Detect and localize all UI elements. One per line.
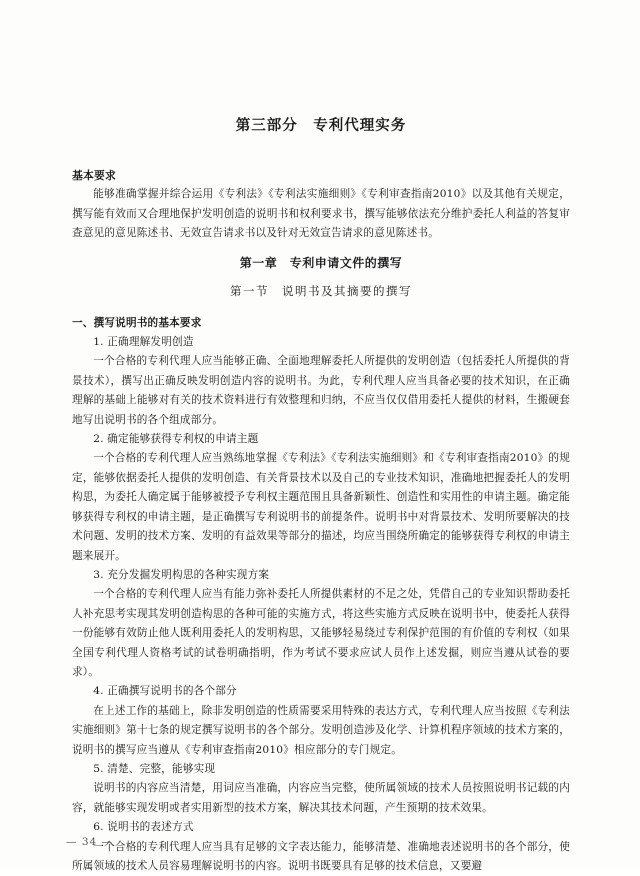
- section-title: 第一节 说明书及其摘要的撰写: [230, 283, 412, 298]
- basic-requirements-text: 能够准确掌握并综合运用《专利法》《专利法实施细则》《专利审查指南2010》以及其他有关规定，撰写能有效而又合理地保护发明创造的说明书和权利要求书，撰写能够依法充分维护委托人利益的答复审查意见的意见陈述书、无效宣告请求书以及针对无效宣告请求的意见陈述书。: [72, 188, 570, 240]
- page-number: — 34 —: [66, 836, 114, 848]
- page-content: [72, 116, 570, 876]
- item-1-text: 一个合格的专利代理人应当能够正确、全面地理解委托人所提供的发明创造（包括委托人所提供的背景技术），撰写出正确反映发明创造内容的说明书。为此，专利代理人应当具备必要的技术知识，在正确理解的基础上能够对有关的技术资料进行有效整理和归纳，不应当仅仅借用委托人提供的材料，生搬硬套地写出说明书的各个组成部分。: [72, 355, 570, 426]
- item-5-title: 5. 清楚、完整，能够实现: [93, 762, 216, 775]
- item-5-text: 说明书的内容应当清楚，用词应当准确，内容应当完整，使所属领域的技术人员按照说明书记载的内容，就能够实现发明或者实用新型的技术方案，解决其技术问题，产生预期的技术效果。: [72, 782, 570, 814]
- part-title: 第三部分 专利代理实务: [235, 118, 407, 134]
- item-2-text: 一个合格的专利代理人应当熟练地掌握《专利法》《专利法实施细则》和《专利审查指南2010》的规定，能够依据委托人提供的发明创造、有关背景技术以及自己的专业技术知识，准确地把握委托人的发明构思，为委托人确定属于能够被授予专利权主题范围且具备新颖性、创造性和实用性的申请主题。确定能够获得专利权的申请主题，是正确撰写专利说明书的前提条件。说明书中对背景技术、发明所要解决的技术问题、发明的技术方案、发明的有益效果等部分的描述，均应当围绕所确定的能够获得专利权的申请主题来展开。: [72, 452, 570, 562]
- item-4-title: 4. 正确撰写说明书的各个部分: [93, 685, 237, 698]
- item-2-title: 2. 确定能够获得专利权的申请主题: [93, 433, 259, 446]
- item-3-title: 3. 充分发掘发明构思的各种实现方案: [93, 568, 270, 581]
- heading-basic-requirements-for-description: 一、撰写说明书的基本要求: [72, 316, 202, 329]
- item-6-text: 一个合格的专利代理人应当具有足够的文字表达能力，能够清楚、准确地表述说明书的各个部分，使所属领域的技术人员容易理解说明书的内容。说明书既要具有足够的技术信息，又要避: [72, 840, 570, 872]
- item-1-title: 1. 正确理解发明创造: [93, 336, 194, 349]
- chapter-title: 第一章 专利申请文件的撰写: [239, 255, 403, 270]
- item-4-text: 在上述工作的基础上，除非发明创造的性质需要采用特殊的表达方式，专利代理人应当按照《专利法实施细则》第十七条的规定撰写说明书的各个部分。发明创造涉及化学、计算机程序领域的技术方案的，说明书的撰写应当遵从《专利审查指南2010》相应部分的专门规定。: [72, 704, 570, 756]
- item-6-title: 6. 说明书的表述方式: [93, 821, 194, 834]
- basic-requirements-heading: 基本要求: [72, 169, 116, 182]
- item-3-text: 一个合格的专利代理人应当有能力弥补委托人所提供素材的不足之处，凭借自己的专业知识帮助委托人补充思考实现其发明创造构思的各种可能的实施方式，将这些实施方式反映在说明书中，使委托人获得一份能够有效防止他人既利用委托人的发明构思，又能够轻易绕过专利保护范围的有价值的专利权（如果全国专利代理人资格考试的试卷明确指明，作为考试不要求应试人员作上述发掘，则应当遵从试卷的要求）。: [72, 588, 570, 678]
